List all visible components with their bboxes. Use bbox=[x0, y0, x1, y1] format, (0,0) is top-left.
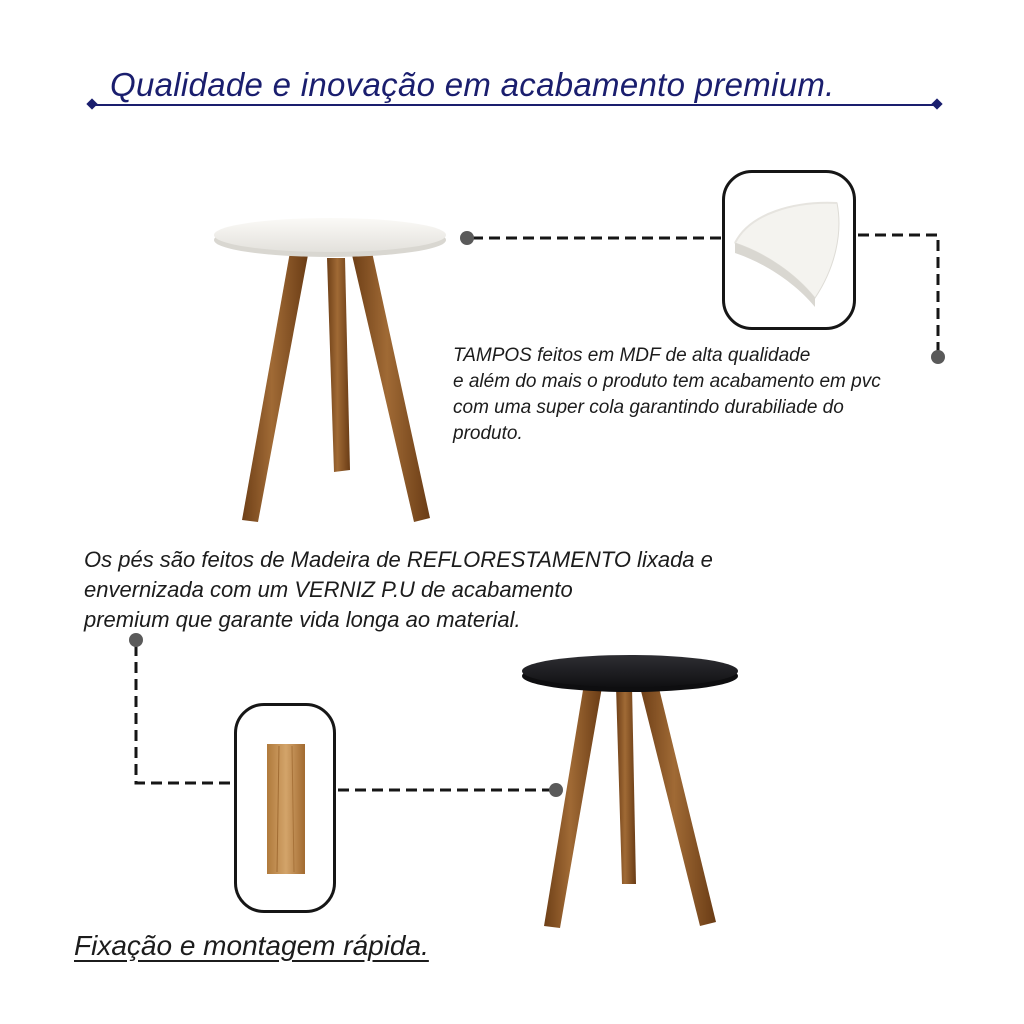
pes-connector bbox=[129, 633, 563, 797]
wood-leg-sample-icon bbox=[237, 706, 333, 910]
back-leg bbox=[327, 258, 350, 472]
connector-dot bbox=[931, 350, 945, 364]
table-white-top bbox=[214, 218, 446, 522]
tabletop bbox=[522, 655, 738, 687]
assembly-caption: Fixação e montagem rápida. bbox=[74, 930, 429, 961]
description-line: premium que garante vida longa ao material. bbox=[84, 607, 521, 632]
tabletop bbox=[214, 218, 446, 252]
description-line: com uma super cola garantindo durabiliade do bbox=[453, 397, 844, 418]
pes-description bbox=[84, 545, 713, 635]
description-line: Os pés são feitos de Madeira de REFLORESTAMENTO lixada e bbox=[84, 547, 713, 572]
dashed-line bbox=[136, 645, 232, 783]
connector-dot bbox=[549, 783, 563, 797]
description-line: TAMPOS feitos em MDF de alta qualidade bbox=[453, 345, 811, 366]
description-line: envernizada com um VERNIZ P.U de acabamento bbox=[84, 577, 573, 602]
left-leg bbox=[242, 252, 308, 522]
description-line: e além do mais o produto tem acabamento em pvc bbox=[453, 371, 881, 392]
page-title: Qualidade e inovação em acabamento premium. bbox=[110, 66, 835, 103]
back-leg bbox=[616, 686, 636, 884]
connector-dot bbox=[129, 633, 143, 647]
right-leg bbox=[352, 252, 430, 522]
connector-dot bbox=[460, 231, 474, 245]
description-line: produto. bbox=[453, 423, 523, 444]
wood-leg-detail-box bbox=[234, 703, 336, 913]
right-leg bbox=[640, 684, 716, 926]
mdf-edge-detail-box bbox=[722, 170, 856, 330]
tampos-description bbox=[453, 343, 881, 447]
dashed-line bbox=[858, 235, 938, 352]
left-leg bbox=[544, 684, 602, 928]
mdf-edge-sample-icon bbox=[725, 173, 853, 327]
